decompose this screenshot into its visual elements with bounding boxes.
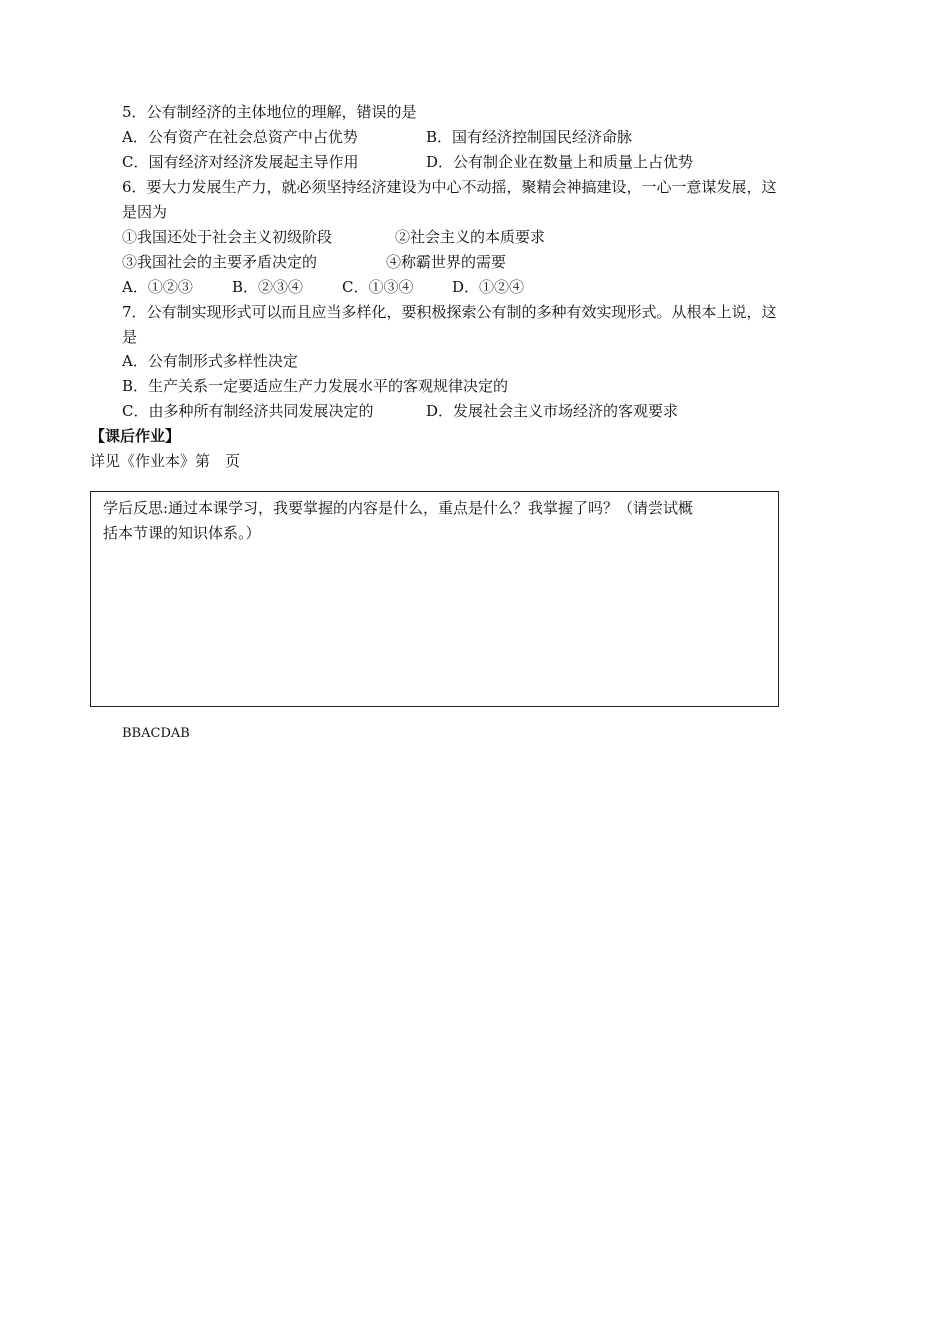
q6-item-4: ④称霸世界的需要 <box>386 253 507 271</box>
q6-item-1: ①我国还处于社会主义初级阶段 <box>122 228 333 246</box>
q6-option-c: C．①③④ <box>342 278 414 296</box>
q7-option-b: B．生产关系一定要适应生产力发展水平的客观规律决定的 <box>122 377 509 395</box>
q5-option-d: D．公有制企业在数量上和质量上占优势 <box>426 153 694 171</box>
q5-option-a: A．公有资产在社会总资产中占优势 <box>122 128 358 146</box>
q6-stem-line1: 6．要大力发展生产力，就必须坚持经济建设为中心不动摇，聚精会神搞建设，一心一意谋发展，这 <box>122 178 777 196</box>
q6-option-a: A．①②③ <box>122 278 193 296</box>
q5-stem: 5．公有制经济的主体地位的理解，错误的是 <box>122 103 417 121</box>
q6-item-2: ②社会主义的本质要求 <box>395 228 546 246</box>
reflection-line2: 括本节课的知识体系。） <box>103 524 261 542</box>
q7-stem-line1: 7．公有制实现形式可以而且应当多样化，要积极探索公有制的多种有效实现形式。从根本上说，这 <box>122 303 777 321</box>
answer-key: BBACDAB <box>122 726 190 741</box>
q6-option-d: D．①②④ <box>452 278 525 296</box>
q5-option-b: B．国有经济控制国民经济命脉 <box>426 128 633 146</box>
reflection-box <box>90 491 779 707</box>
q7-option-d: D．发展社会主义市场经济的客观要求 <box>426 402 679 420</box>
q7-stem-line2: 是 <box>122 328 138 346</box>
q7-option-a: A．公有制形式多样性决定 <box>122 352 298 370</box>
q6-item-3: ③我国社会的主要矛盾决定的 <box>122 253 318 271</box>
reflection-line1: 学后反思:通过本课学习，我要掌握的内容是什么，重点是什么？我掌握了吗？（请尝试概 <box>103 499 694 517</box>
q6-stem-line2: 是因为 <box>122 203 168 221</box>
q6-option-b: B．②③④ <box>232 278 304 296</box>
q7-option-c: C．由多种所有制经济共同发展决定的 <box>122 402 374 420</box>
q5-option-c: C．国有经济对经济发展起主导作用 <box>122 153 359 171</box>
homework-detail: 详见《作业本》第 页 <box>90 452 241 470</box>
homework-heading: 【课后作业】 <box>90 427 181 445</box>
